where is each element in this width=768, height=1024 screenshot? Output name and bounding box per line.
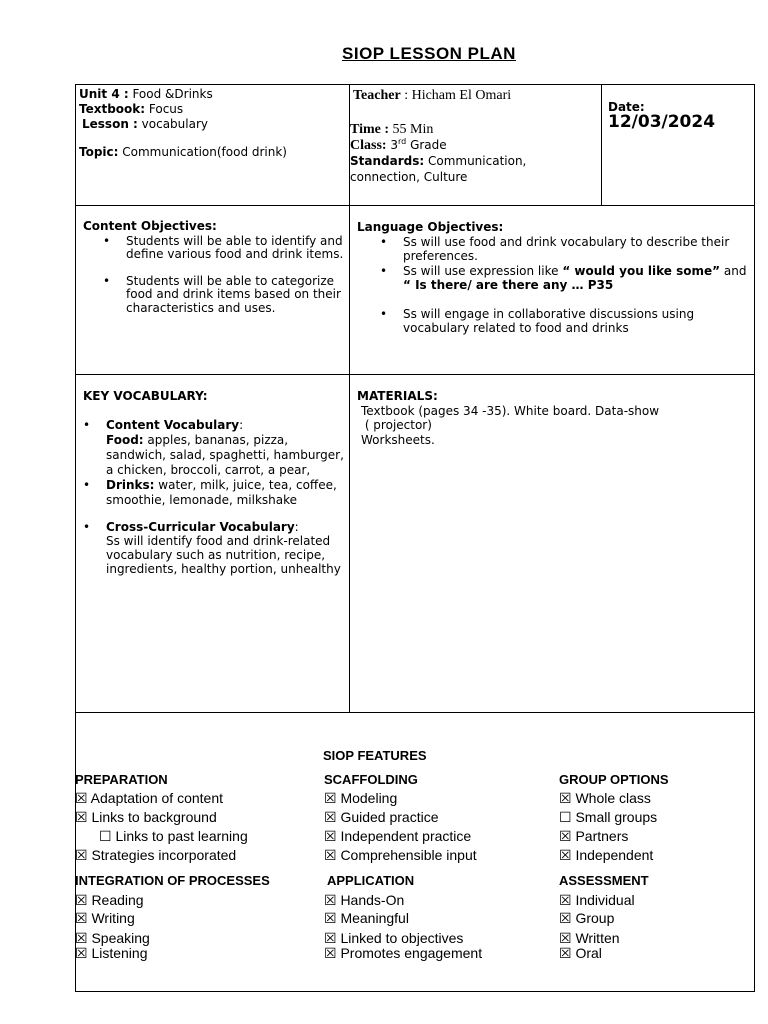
checkbox-item[interactable]: ☒ Meaningful: [324, 910, 409, 926]
content-objectives-heading: Content Objectives:: [83, 219, 217, 233]
list-item: • Ss will use food and drink vocabulary to describe their preferences.: [380, 234, 730, 263]
materials-line: Worksheets.: [361, 432, 435, 447]
row-divider: [76, 712, 754, 713]
checkbox-item[interactable]: ☒ Linked to objectives: [324, 929, 464, 946]
unit-value: Food &Drinks: [128, 87, 213, 101]
class-label: Class:: [350, 138, 387, 153]
topic-label: Topic:: [79, 145, 119, 159]
key-vocabulary-heading: KEY VOCABULARY:: [83, 389, 208, 403]
time-label: Time :: [350, 122, 390, 137]
language-objectives: [357, 220, 752, 336]
scaffolding-heading: SCAFFOLDING: [324, 772, 418, 787]
teacher-info: [350, 88, 598, 185]
materials: [357, 389, 752, 447]
row-divider: [76, 205, 754, 206]
application-column: [324, 872, 482, 963]
integration-column: [75, 872, 270, 963]
checkbox-item[interactable]: ☒ Independent practice: [324, 828, 472, 844]
checkbox-item[interactable]: ☒ Reading: [75, 891, 144, 908]
checkbox-item[interactable]: ☒ Written: [559, 929, 620, 946]
checkbox-item[interactable]: ☒ Partners: [559, 828, 629, 844]
checkbox-item[interactable]: ☐ Links to past learning: [99, 828, 248, 844]
list-item: • Ss will use expression like “ would you like some” and “ Is there/ are there any … P35: [380, 263, 747, 292]
checkbox-item[interactable]: ☒ Guided practice: [324, 809, 439, 825]
column-divider: [601, 85, 602, 205]
textbook-value: Focus: [145, 102, 184, 116]
checkbox-item[interactable]: ☒ Modeling: [324, 790, 398, 806]
class-value-rest: Grade: [406, 138, 447, 152]
checkbox-item[interactable]: ☒ Speaking: [75, 929, 150, 946]
checkbox-item[interactable]: ☒ Links to background: [75, 809, 217, 825]
checkbox-item[interactable]: ☒ Whole class: [559, 790, 651, 806]
class-value-num: 3: [386, 138, 399, 152]
list-item: • Students will be able to identify and define various food and drink items.: [103, 233, 344, 261]
list-item: • Cross-Curricular Vocabulary: Ss will identify food and drink-related vocabulary such as nutrition, recipe, ingredients, healthy portion, unhealthy: [83, 520, 341, 576]
checkbox-item[interactable]: ☒ Strategies incorporated: [75, 847, 237, 863]
time-value: 55 Min: [389, 122, 434, 137]
checkbox-item[interactable]: ☒ Writing: [75, 910, 135, 926]
integration-heading: INTEGRATION OF PROCESSES: [75, 873, 270, 888]
checkbox-item[interactable]: ☒ Comprehensible input: [324, 847, 477, 863]
application-heading: APPLICATION: [327, 873, 415, 888]
lesson-value: vocabulary: [137, 117, 208, 131]
list-item: • Drinks: water, milk, juice, tea, coffee, smoothie, lemonade, milkshake: [83, 478, 337, 507]
date-value: 12/03/2024: [608, 112, 716, 132]
list-item: • Content Vocabulary: Food: apples, bananas, pizza, sandwich, salad, spaghetti, hamburger, a chicken, broccoli, carrot, a pear,: [83, 418, 344, 477]
materials-line: Textbook (pages 34 -35). White board. Data-show: [361, 403, 660, 418]
unit-info: [79, 87, 349, 160]
checkbox-item[interactable]: ☒ Group: [559, 910, 615, 926]
topic-value: Communication(food drink): [118, 145, 287, 159]
checkbox-item[interactable]: ☒ Independent: [559, 847, 654, 863]
teacher-label: Teacher: [353, 88, 401, 103]
teacher-value: : Hicham El Omari: [400, 88, 512, 103]
unit-label: Unit 4 :: [79, 87, 129, 101]
content-objectives: [83, 220, 348, 315]
language-objectives-heading: Language Objectives:: [357, 220, 504, 234]
list-item: • Students will be able to categorize food and drink items based on their characteristics and uses.: [103, 273, 341, 315]
date-label: Date:: [608, 100, 645, 114]
checkbox-item[interactable]: ☒ Individual: [559, 891, 635, 908]
scaffolding-column: [324, 770, 477, 865]
assessment-heading: ASSESSMENT: [559, 873, 649, 888]
checkbox-item[interactable]: ☒ Promotes engagement: [324, 945, 483, 961]
checkbox-item[interactable]: ☒ Listening: [75, 945, 148, 961]
siop-features-heading: SIOP FEATURES: [323, 748, 427, 763]
group-options-heading: GROUP OPTIONS: [559, 772, 669, 787]
class-value-sup: rd: [398, 137, 407, 146]
checkbox-item[interactable]: ☐ Small groups: [559, 809, 658, 825]
standards-label: Standards:: [350, 154, 425, 168]
preparation-column: [75, 770, 248, 865]
standards-value: Communication, connection, Culture: [350, 154, 527, 184]
checkbox-item[interactable]: ☒ Adaptation of content: [75, 790, 223, 806]
group-options-column: [559, 770, 669, 865]
materials-line: ( projector): [361, 418, 432, 432]
materials-heading: MATERIALS:: [357, 389, 438, 403]
row-divider: [76, 374, 754, 375]
list-item: • Ss will engage in collaborative discussions using vocabulary related to food and drinks: [380, 306, 695, 335]
textbook-label: Textbook:: [79, 102, 146, 116]
checkbox-item[interactable]: ☒ Hands-On: [324, 891, 405, 908]
date-block: [608, 100, 753, 132]
checkbox-item[interactable]: ☒ Oral: [559, 945, 602, 961]
lesson-label: Lesson :: [82, 117, 138, 131]
assessment-column: [559, 872, 649, 963]
preparation-heading: PREPARATION: [75, 772, 168, 787]
key-vocabulary: [83, 389, 351, 576]
page-title: SIOP LESSON PLAN: [342, 44, 516, 63]
